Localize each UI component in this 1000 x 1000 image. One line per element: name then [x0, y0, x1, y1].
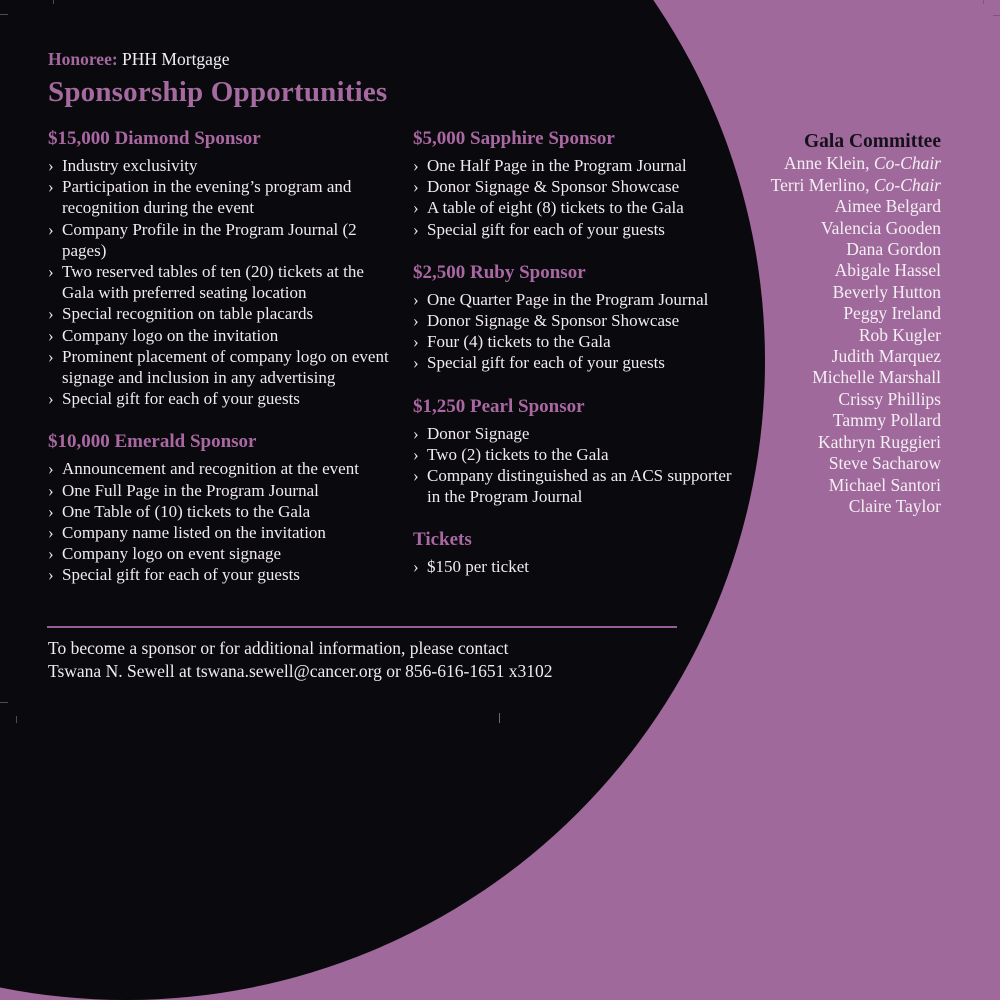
committee-member: Abigale Hassel: [834, 260, 941, 281]
benefit-item: › One Quarter Page in the Program Journal: [413, 289, 709, 309]
benefit-item: › Two (2) tickets to the Gala: [413, 444, 609, 464]
bullet-icon: ›: [413, 444, 419, 464]
committee-member: Valencia Gooden: [820, 217, 941, 238]
benefit-item: › Company logo on event signage: [48, 544, 282, 564]
page-title: Sponsorship Opportunities: [48, 76, 388, 108]
sponsor-section: [413, 529, 733, 577]
committee-heading: Gala Committee: [804, 131, 941, 152]
bullet-icon: ›: [413, 289, 419, 309]
footer-divider: [47, 626, 677, 628]
bullet-icon: ›: [48, 459, 54, 479]
committee-member-role: Co-Chair: [873, 174, 941, 195]
bullet-icon: ›: [48, 544, 54, 564]
bullet-icon: ›: [413, 353, 419, 373]
committee-member: Anne Klein, Co-Chair: [783, 153, 941, 174]
bullet-icon: ›: [413, 311, 419, 331]
committee-member: Michelle Marshall: [812, 367, 941, 388]
sponsor-section: [48, 431, 398, 585]
bullet-icon: ›: [413, 423, 419, 443]
contact-info: [48, 637, 552, 683]
committee-member: Beverly Hutton: [832, 281, 941, 302]
bullet-icon: ›: [413, 198, 419, 218]
honoree-label: Honoree:: [48, 49, 118, 69]
committee-member: Crissy Phillips: [838, 388, 941, 409]
bullet-icon: ›: [48, 304, 54, 324]
benefit-item: › Donor Signage: [413, 423, 530, 443]
bullet-icon: ›: [48, 346, 54, 366]
bullet-icon: ›: [48, 389, 54, 409]
bullet-icon: ›: [48, 480, 54, 500]
benefit-item: › Special gift for each of your guests: [413, 219, 665, 239]
contact-line-2: Tswana N. Sewell at tswana.sewell@cancer.org or 856-616-1651 x3102: [48, 661, 553, 681]
benefit-item: › Special gift for each of your guests: [413, 353, 665, 373]
committee-member: Michael Santori: [828, 474, 941, 495]
sponsor-heading: $5,000 Sapphire Sponsor: [413, 128, 615, 149]
sponsor-heading: Tickets: [413, 529, 472, 551]
bullet-icon: ›: [413, 177, 419, 197]
honoree-line: [48, 49, 229, 70]
bullet-icon: ›: [48, 219, 54, 239]
benefit-list: [413, 556, 733, 577]
benefit-item: › Company Profile in the Program Journal (2 pages): [48, 219, 357, 260]
benefit-item: › One Half Page in the Program Journal: [413, 156, 687, 175]
benefit-item: › Donor Signage & Sponsor Showcase: [413, 177, 680, 197]
benefit-list: [48, 155, 398, 409]
benefit-item: › A table of eight (8) tickets to the Gala: [413, 198, 684, 218]
bullet-icon: ›: [48, 523, 54, 543]
bullet-icon: ›: [413, 219, 419, 239]
contact-line-1: To become a sponsor or for additional information, please contact: [48, 638, 509, 658]
committee-member: Kathryn Ruggieri: [818, 431, 941, 452]
sponsor-heading: $10,000 Emerald Sponsor: [48, 431, 257, 453]
committee-member-role: Co-Chair: [873, 153, 941, 174]
bullet-icon: ›: [413, 557, 419, 577]
committee-member: Terri Merlino, Co-Chair: [770, 174, 941, 195]
honoree-value: PHH Mortgage: [122, 49, 230, 69]
sponsor-heading: $15,000 Diamond Sponsor: [48, 128, 261, 149]
bullet-icon: ›: [48, 325, 54, 345]
bullet-icon: ›: [48, 501, 54, 521]
benefit-item: › $150 per ticket: [413, 557, 529, 577]
benefit-list: [48, 458, 398, 585]
bullet-icon: ›: [413, 466, 419, 486]
benefit-item: › Special recognition on table placards: [48, 304, 314, 324]
committee-member: Rob Kugler: [858, 324, 941, 345]
committee-member: Claire Taylor: [848, 495, 941, 516]
benefit-item: › Participation in the evening’s program and recognition during the event: [48, 177, 352, 218]
benefit-item: › Company distinguished as an ACS supporter in the Program Journal: [413, 466, 732, 507]
bullet-icon: ›: [48, 262, 54, 282]
bullet-icon: ›: [48, 156, 54, 175]
sponsor-heading: $2,500 Ruby Sponsor: [413, 261, 586, 283]
committee-member: Dana Gordon: [846, 239, 941, 260]
sponsor-heading: $1,250 Pearl Sponsor: [413, 395, 585, 417]
benefit-item: › One Full Page in the Program Journal: [48, 480, 319, 500]
benefit-item: › Company name listed on the invitation: [48, 523, 326, 543]
benefit-item: › One Table of (10) tickets to the Gala: [48, 501, 311, 521]
benefit-item: › Special gift for each of your guests: [48, 389, 300, 409]
committee-member: Tammy Pollard: [832, 410, 941, 431]
benefit-item: › Four (4) tickets to the Gala: [413, 332, 611, 352]
bullet-icon: ›: [413, 156, 419, 175]
bullet-icon: ›: [413, 332, 419, 352]
committee-member: Aimee Belgard: [834, 196, 941, 217]
benefit-item: › Announcement and recognition at the event: [48, 459, 359, 479]
benefit-item: › Donor Signage & Sponsor Showcase: [413, 311, 680, 331]
benefit-item: › Prominent placement of company logo on event signage and inclusion in any advertising: [48, 346, 389, 388]
sponsor-section: [48, 128, 398, 409]
gala-committee-panel: [671, 131, 941, 517]
benefit-item: › Company logo on the invitation: [48, 325, 279, 345]
bullet-icon: ›: [48, 565, 54, 585]
benefit-item: › Industry exclusivity: [48, 156, 198, 175]
committee-member: Judith Marquez: [831, 346, 941, 367]
benefit-item: › Special gift for each of your guests: [48, 565, 300, 585]
benefit-item: › Two reserved tables of ten (20) tickets at the Gala with preferred seating location: [48, 262, 364, 303]
committee-member: Peggy Ireland: [843, 303, 941, 324]
committee-list: [671, 153, 941, 517]
committee-member: Steve Sacharow: [828, 453, 941, 474]
bullet-icon: ›: [48, 177, 54, 197]
sponsor-column-left: [48, 128, 398, 608]
